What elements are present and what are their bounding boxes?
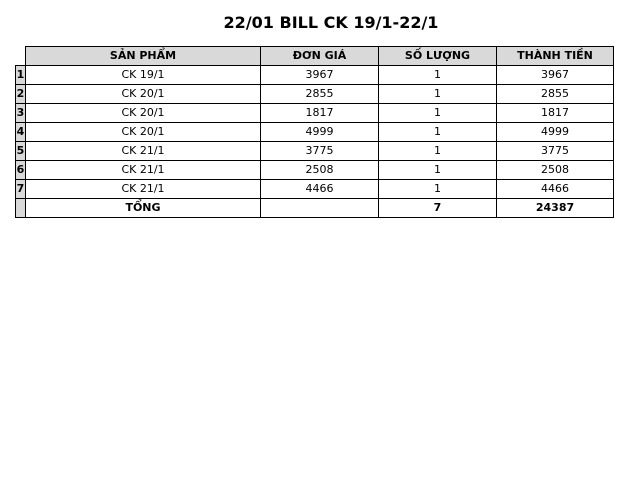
quantity-cell: 1 (379, 142, 497, 161)
amount-cell: 4466 (497, 180, 614, 199)
price-cell: 4466 (261, 180, 379, 199)
product-cell: CK 21/1 (26, 180, 261, 199)
product-cell: CK 20/1 (26, 85, 261, 104)
amount-cell: 4999 (497, 123, 614, 142)
price-cell: 1817 (261, 104, 379, 123)
amount-cell: 2855 (497, 85, 614, 104)
price-cell: 4999 (261, 123, 379, 142)
bill-table (15, 46, 614, 218)
row-index: 2 (16, 85, 26, 104)
price-cell: 2508 (261, 161, 379, 180)
row-index: 6 (16, 161, 26, 180)
row-index: 7 (16, 180, 26, 199)
row-index: 3 (16, 104, 26, 123)
amount-cell: 1817 (497, 104, 614, 123)
header-quantity: SỐ LƯỢNG (379, 47, 497, 66)
quantity-cell: 1 (379, 104, 497, 123)
amount-cell: 2508 (497, 161, 614, 180)
product-cell: CK 20/1 (26, 104, 261, 123)
total-label: TỔNG (26, 199, 261, 218)
header-amount: THÀNH TIỀN (497, 47, 614, 66)
header-row (16, 47, 614, 66)
table-row (16, 123, 614, 142)
quantity-cell: 1 (379, 161, 497, 180)
amount-cell: 3775 (497, 142, 614, 161)
table-row (16, 142, 614, 161)
quantity-cell: 1 (379, 180, 497, 199)
product-cell: CK 19/1 (26, 66, 261, 85)
row-index: 1 (16, 66, 26, 85)
product-cell: CK 20/1 (26, 123, 261, 142)
table-row (16, 85, 614, 104)
quantity-cell: 1 (379, 66, 497, 85)
total-row (16, 199, 614, 218)
amount-cell: 3967 (497, 66, 614, 85)
price-cell: 3967 (261, 66, 379, 85)
corner-cell (16, 47, 26, 66)
table-row (16, 180, 614, 199)
table-row (16, 104, 614, 123)
price-cell: 2855 (261, 85, 379, 104)
total-quantity: 7 (379, 199, 497, 218)
row-index: 5 (16, 142, 26, 161)
quantity-cell: 1 (379, 123, 497, 142)
price-cell: 3775 (261, 142, 379, 161)
row-index: 4 (16, 123, 26, 142)
table-row (16, 66, 614, 85)
total-price-cell (261, 199, 379, 218)
header-price: ĐƠN GIÁ (261, 47, 379, 66)
bill-title: 22/01 BILL CK 19/1-22/1 (223, 13, 439, 32)
header-product: SẢN PHẨM (26, 47, 261, 66)
product-cell: CK 21/1 (26, 161, 261, 180)
total-amount: 24387 (497, 199, 614, 218)
product-cell: CK 21/1 (26, 142, 261, 161)
total-row-index (16, 199, 26, 218)
quantity-cell: 1 (379, 85, 497, 104)
table-row (16, 161, 614, 180)
